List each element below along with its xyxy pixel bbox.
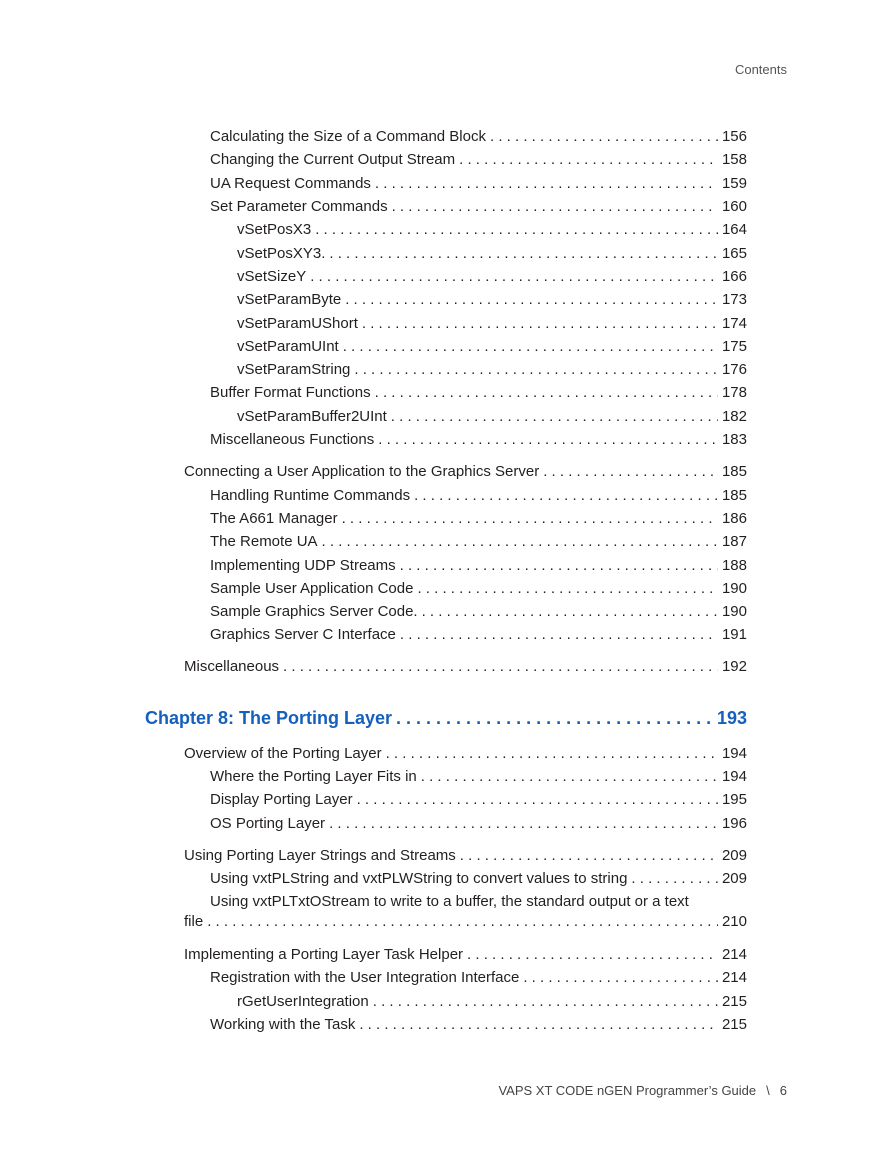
toc-entry-title: Implementing a Porting Layer Task Helper [184,946,464,963]
toc-entry[interactable] [184,913,747,931]
leader-dots [375,384,718,402]
toc-chapter-heading[interactable] [145,707,747,729]
leader-dots [373,993,718,1011]
leader-dots [422,603,718,621]
toc-entry-title: Connecting a User Application to the Graphics Server [184,463,540,480]
page-number: 6 [779,1083,787,1098]
leader-dots [362,315,718,333]
toc-entry[interactable] [210,815,747,833]
leader-dots [386,745,718,763]
toc-entry-page: 195 [721,791,747,808]
leader-dots [207,913,718,931]
toc-entry[interactable] [210,791,747,809]
leader-dots [357,791,718,809]
toc-entry-page: 215 [721,1016,747,1033]
toc-entry-title: Using Porting Layer Strings and Streams [184,847,456,864]
toc-entry-page: 185 [721,463,747,480]
toc-entry-page: 190 [721,580,747,597]
toc-entry-page: 175 [721,338,747,355]
toc-entry-title: Set Parameter Commands [210,198,388,215]
toc-entry-title: vSetPosX3 [237,221,312,238]
toc-entry-title: vSetParamUInt [237,338,339,355]
toc-entry-title: OS Porting Layer [210,815,326,832]
toc-entry-title: Registration with the User Integration Interface [210,969,520,986]
toc-entry-title: vSetPosXY3. [237,245,326,262]
toc-entry-title: vSetSizeY [237,268,307,285]
toc-entry-title: UA Request Commands [210,175,371,192]
toc-entry-title: vSetParamByte [237,291,342,308]
toc-entry-page: 210 [721,913,747,930]
toc-entry[interactable] [210,580,747,598]
toc-entry-title: Handling Runtime Commands [210,487,411,504]
toc-entry-page: 173 [721,291,747,308]
leader-dots [310,268,718,286]
toc-entry-page: 209 [721,847,747,864]
leader-dots [460,847,718,865]
toc-entry-title: Implementing UDP Streams [210,557,396,574]
toc-entry[interactable] [210,557,747,575]
chapter-title: Chapter 8: The Porting Layer [145,708,393,728]
toc-entry-title: Buffer Format Functions [210,384,371,401]
leader-dots [417,580,718,598]
toc-entry[interactable] [237,245,747,263]
toc-entry-title: Using vxtPLString and vxtPLWString to convert values to string [210,870,628,887]
leader-dots [354,361,718,379]
toc-entry-title: vSetParamString [237,361,351,378]
toc-entry-title: Overview of the Porting Layer [184,745,382,762]
toc-entry-page: 214 [721,946,747,963]
toc-entry[interactable] [210,969,747,987]
toc-entry-page: 183 [721,431,747,448]
leader-dots [322,533,718,551]
toc-entry-page: 182 [721,408,747,425]
toc-entry-page: 188 [721,557,747,574]
leader-dots [490,128,718,146]
toc-entry-title: Miscellaneous [184,658,280,675]
toc-entry[interactable] [184,847,747,865]
toc-entry-title: The A661 Manager [210,510,338,527]
toc-entry[interactable] [210,510,747,528]
toc-entry-title: rGetUserIntegration [237,993,369,1010]
leader-dots [315,221,718,239]
toc-entry[interactable] [210,1016,747,1034]
leader-dots [343,338,718,356]
toc-entry-title: vSetParamUShort [237,315,358,332]
toc-entry-page: 209 [721,870,747,887]
toc-entry-page: 164 [721,221,747,238]
guide-title: VAPS XT CODE nGEN Programmer’s Guide [498,1083,757,1098]
toc-entry-title: Sample User Application Code [210,580,414,597]
toc-entry-page: 187 [721,533,747,550]
toc-entry-page: 194 [721,745,747,762]
toc-entry-page: 194 [721,768,747,785]
toc-entry[interactable] [210,198,747,216]
toc-entry[interactable] [237,408,747,426]
toc-entry[interactable] [184,745,747,763]
toc-entry-page: 186 [721,510,747,527]
leader-dots [400,626,718,644]
toc-entry[interactable] [237,315,747,333]
toc-entry-title: Display Porting Layer [210,791,353,808]
toc-entry-wrapped-title[interactable]: Using vxtPLTxtOStream to write to a buffer, the standard output or a text [210,893,689,910]
toc-entry[interactable] [210,151,747,169]
toc-entry-title-continuation: file [184,913,204,930]
leader-dots [329,245,718,263]
toc-entry-page: 165 [721,245,747,262]
leader-dots [283,658,718,676]
toc-entry-title: Changing the Current Output Stream [210,151,456,168]
toc-entry-title: Where the Porting Layer Fits in [210,768,417,785]
toc-entry-title: Miscellaneous Functions [210,431,375,448]
leader-dots [359,1016,718,1034]
toc-entry-page: 196 [721,815,747,832]
leader-dots [396,707,713,729]
toc-entry[interactable] [210,533,747,551]
leader-dots [392,198,718,216]
toc-entry[interactable] [210,384,747,402]
leader-dots [345,291,718,309]
toc-entry[interactable] [237,221,747,239]
toc-entry-page: 156 [721,128,747,145]
toc-entry-page: 215 [721,993,747,1010]
leader-dots [459,151,718,169]
toc-entry[interactable] [210,175,747,193]
toc-entry-page: 185 [721,487,747,504]
section-title: Contents [734,62,787,77]
toc-entry[interactable] [237,993,747,1011]
toc-entry[interactable] [237,291,747,309]
toc-entry-page: 190 [721,603,747,620]
toc-entry[interactable] [237,268,747,286]
toc-entry[interactable] [210,626,747,644]
toc-entry-title: The Remote UA [210,533,318,550]
leader-dots [375,175,718,193]
leader-dots [378,431,718,449]
leader-dots [414,487,718,505]
toc-entry[interactable] [184,658,747,676]
toc-entry-title: Sample Graphics Server Code. [210,603,418,620]
chapter-page: 193 [716,708,747,728]
toc-entry-page: 191 [721,626,747,643]
toc-entry-page: 159 [721,175,747,192]
leader-dots [543,463,718,481]
leader-dots [329,815,718,833]
leader-dots [631,870,718,888]
toc-entry[interactable] [210,431,747,449]
leader-dots [421,768,718,786]
toc-entry-page: 158 [721,151,747,168]
toc-entry-page: 174 [721,315,747,332]
footer-separator: \ [766,1083,770,1098]
toc-entry[interactable] [210,870,747,888]
toc-entry[interactable] [210,487,747,505]
toc-entry-title: Calculating the Size of a Command Block [210,128,486,145]
toc-entry[interactable] [184,463,747,481]
toc-entry-title: vSetParamBuffer2UInt [237,408,387,425]
toc-entry[interactable] [184,946,747,964]
leader-dots [467,946,718,964]
toc-entry-title: Working with the Task [210,1016,356,1033]
toc-entry-page: 166 [721,268,747,285]
leader-dots [391,408,718,426]
toc-entry-page: 178 [721,384,747,401]
toc-entry-page: 176 [721,361,747,378]
leader-dots [400,557,718,575]
leader-dots [342,510,718,528]
toc-entry[interactable] [210,128,747,146]
page-footer [498,1083,787,1098]
toc-entry[interactable] [210,603,747,621]
toc-entry-page: 192 [721,658,747,675]
toc-entry[interactable] [210,768,747,786]
toc-entry[interactable] [237,361,747,379]
toc-entry-page: 214 [721,969,747,986]
toc-entry-title: Graphics Server C Interface [210,626,396,643]
leader-dots [523,969,718,987]
toc-entry[interactable] [237,338,747,356]
toc-entry-page: 160 [721,198,747,215]
